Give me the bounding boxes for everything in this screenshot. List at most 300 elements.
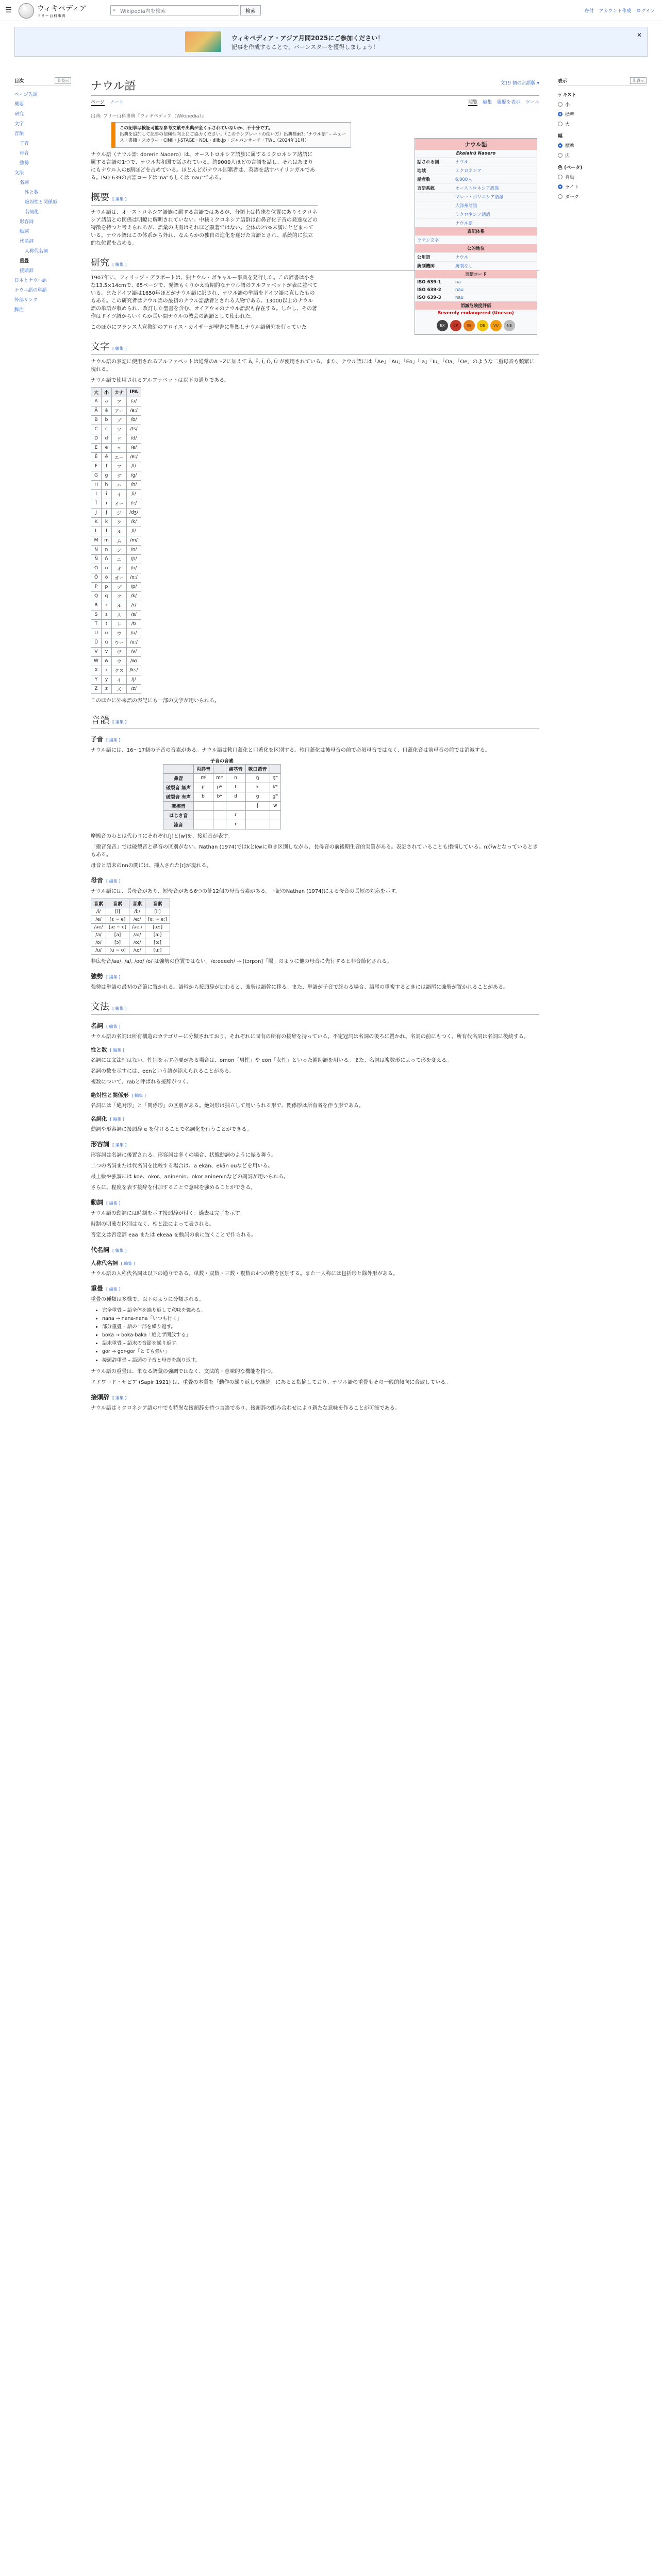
heading-research: 研究 [ 編集 ] [91, 256, 539, 271]
table-cell: プ [112, 582, 127, 591]
table-cell: [æː] [145, 923, 170, 931]
table-cell: ɡʷ [270, 792, 280, 801]
infobox-row [415, 278, 537, 286]
table-cell: ŋ [245, 773, 270, 783]
radio-option[interactable]: 大 [558, 121, 647, 127]
table-cell: ス [112, 610, 127, 619]
table-header [270, 764, 280, 773]
table-cell: ヴ [112, 647, 127, 656]
toc-item[interactable]: 性と数 [25, 190, 39, 195]
table-cell: アー [112, 406, 127, 415]
table-cell: pʷ [213, 783, 226, 792]
infobox-key [417, 194, 455, 200]
table-cell: l [102, 527, 112, 536]
list-item: • boka → boka-baka「絶えず開放する」 [102, 1331, 539, 1340]
endangerment-level: CR [450, 320, 461, 331]
table-cell: N [91, 545, 102, 554]
table-cell: f [102, 462, 112, 471]
appearance-hide-button[interactable]: 非表示 [630, 77, 647, 84]
table-cell: /z/ [127, 684, 141, 693]
table-row [91, 406, 141, 415]
banner-image [185, 31, 221, 52]
endangerment-level: SE [464, 320, 475, 331]
heading-grammar: 文法 [ 編集 ] [91, 999, 539, 1015]
toc-item[interactable]: 文字 [14, 122, 24, 127]
table-cell: Ñ [91, 554, 102, 564]
radio-icon [558, 184, 562, 189]
table-cell: ジ [112, 508, 127, 517]
table-cell: ド [112, 434, 127, 443]
infobox-value[interactable]: 大洋州諸語 [455, 204, 477, 209]
table-row [91, 462, 141, 471]
edit-link[interactable]: [ 編集 ] [106, 737, 121, 742]
alphabet-table [91, 387, 141, 694]
table-header: 歯茎音 [226, 764, 245, 773]
radio-option[interactable]: 標準 [558, 111, 647, 117]
table-cell: ĩ [102, 499, 112, 508]
table-cell: k [102, 517, 112, 527]
table-cell: ツ [112, 425, 127, 434]
table-row [91, 573, 141, 582]
list-item: • 部分重畳 – 語の一部を繰り返す。 [102, 1323, 539, 1331]
radio-option[interactable]: 広 [558, 152, 647, 159]
table-cell: /i/ [91, 908, 106, 916]
table-cell: r [102, 601, 112, 610]
table-cell: k [245, 783, 270, 792]
table-row [91, 527, 141, 536]
toc-item[interactable]: 研究 [14, 112, 24, 117]
toc-item[interactable]: 外部リンク [14, 298, 38, 303]
citation-notice: この記事は検証可能な参考文献や出典が全く示されていないか、不十分です。 出典を追加して記事の信頼性向上にご協力ください。（このテンプレートの使い方）出典検索?: "ナウル語" – ニュース・書籍・スカラー・CiNii・J-STAGE・NDL・dlib.jp・ジャパンサーチ・TWL（2024年11月） [111, 122, 351, 148]
infobox-key: 地域 [417, 168, 426, 174]
edit-link[interactable]: [ 編集 ] [112, 1248, 127, 1253]
pronoun-paragraph: ナウル語の人称代名詞は以下の通りである。単数・双数・三数・複数の4つの数を区別する。また一人称には包括形と除外形がある。 [91, 1270, 399, 1277]
table-cell: H [91, 480, 102, 489]
infobox-section-codes: 言語コード [415, 270, 537, 278]
table-cell: /iː/ [129, 908, 145, 916]
gender-paragraph: 名詞には文法性はない。性別を示す必要がある場合は、omon「男性」や eon「女性」といった補助語を用いる。また、名詞は複数形によって形を変える。 [91, 1057, 452, 1063]
table-cell: s [102, 610, 112, 619]
table-cell [270, 820, 280, 829]
radio-option[interactable]: 標準 [558, 142, 647, 149]
banner-headline[interactable]: ウィキペディア・アジア月間2025にご参加ください！ [231, 35, 384, 42]
toc-item[interactable]: 音韻 [14, 131, 24, 137]
table-cell: 破裂音 有声 [163, 792, 194, 801]
table-cell: P [91, 582, 102, 591]
infobox-row [415, 294, 537, 301]
table-cell: フ [112, 462, 127, 471]
table-cell [226, 801, 245, 810]
table-cell: 流音 [163, 820, 194, 829]
edit-link[interactable]: [ 編集 ] [106, 974, 121, 979]
infobox-row [415, 210, 537, 218]
infobox-value[interactable]: na [455, 280, 461, 285]
table-cell: /r/ [127, 601, 141, 610]
table-cell: /g/ [127, 471, 141, 480]
list-item: • 完全重畳 – 語全体を繰り返して意味を強める。 [102, 1307, 539, 1315]
infobox-key: 公用語 [417, 255, 431, 260]
table-row [91, 629, 141, 638]
radio-icon [558, 143, 562, 148]
research-paragraph-2: このほかにフランス人宣教師のアロイス・カイザーが聖書に準拠しナウル語研究を行っていた。 [91, 324, 312, 330]
endangerment-status[interactable]: Severely endangered (Unesco) [438, 311, 514, 316]
table-row [163, 810, 281, 820]
table-row [91, 517, 141, 527]
table-cell: d [226, 792, 245, 801]
table-cell: /m/ [127, 536, 141, 545]
toc-item[interactable]: 脚注 [14, 308, 24, 313]
search-button[interactable]: 検索 [240, 5, 261, 15]
table-cell: [ɔː] [145, 939, 170, 946]
infobox-key: ISO 639-3 [417, 295, 441, 300]
table-header [163, 764, 194, 773]
table-cell: /uː/ [127, 638, 141, 647]
table-row [91, 425, 141, 434]
table-cell: u [102, 629, 112, 638]
table-row [91, 582, 141, 591]
toc-item[interactable]: 文法 [14, 171, 24, 176]
infobox-key: 話者数 [417, 177, 431, 182]
table-cell: 鼻音 [163, 773, 194, 783]
table-cell: ウ [112, 656, 127, 666]
toc-item[interactable]: 母音 [20, 151, 29, 156]
radio-icon [558, 102, 562, 107]
table-cell: /k/ [127, 591, 141, 601]
tab-talk[interactable]: ノート [109, 100, 124, 105]
radio-option[interactable]: 小 [558, 101, 647, 108]
heading-reduplication: 重畳 [ 編集 ] [91, 1284, 121, 1292]
table-cell: [ɛ ~ e] [106, 916, 129, 923]
article-source: 出典: フリー百科事典『ウィキペディア（Wikipedia）』 [91, 114, 206, 119]
infobox-value[interactable]: nau [455, 295, 464, 300]
table-cell: エ [112, 443, 127, 452]
table-cell: /o/ [127, 564, 141, 573]
table-cell: t [226, 783, 245, 792]
table-cell: g [102, 471, 112, 480]
table-cell: /k/ [127, 517, 141, 527]
table-cell: B [91, 415, 102, 425]
tab-page[interactable]: ページ [91, 98, 105, 106]
table-cell: a [102, 397, 112, 406]
edit-link[interactable]: [ 編集 ] [112, 1395, 127, 1400]
table-cell [245, 820, 270, 829]
close-icon[interactable]: ✕ [636, 31, 642, 39]
table-row [91, 545, 141, 554]
infobox-key: ISO 639-1 [417, 280, 441, 285]
radio-option[interactable]: ダーク [558, 193, 647, 200]
table-cell: bʷ [213, 792, 226, 801]
table-cell: ニ [112, 554, 127, 564]
table-row [91, 397, 141, 406]
consonant-table: 子音の音素 両唇音 歯茎音 軟口蓋音 鼻音 mʲ mʷ n ŋ ŋʷ 破裂音 無声 pʲ pʷ t k kʷ 破裂音 有声 bʲ bʷ d ɡ ɡʷ 摩擦音 j w はじき音 ɾ 流音 r [163, 757, 281, 829]
table-row [91, 931, 170, 939]
table-cell: j [245, 801, 270, 810]
toc-item[interactable]: 絶対性と関係形 [25, 200, 58, 205]
table-cell: m [102, 536, 112, 545]
table-cell: /f/ [127, 462, 141, 471]
top-bar [0, 0, 662, 21]
infobox-value[interactable]: ナウル [455, 160, 469, 165]
nominal-paragraph: 動詞や形容詞に接頭辞 e を付けることで名詞化を行うことができる。 [91, 1126, 252, 1132]
toc-item[interactable]: 名詞化 [25, 210, 39, 215]
infobox-value[interactable]: nau [455, 287, 464, 293]
toc-item[interactable]: 概要 [14, 102, 24, 107]
edit-link[interactable]: [ 編集 ] [112, 346, 127, 351]
table-header: カナ [112, 387, 127, 397]
table-row [91, 666, 141, 675]
script-paragraph-3: このほかに外来語の表記にも一部の文字が用いられる。 [91, 698, 220, 704]
infobox-value[interactable]: オーストロネシア語族 [455, 186, 499, 191]
toc-item[interactable]: 代名詞 [20, 239, 34, 244]
table-cell: /v/ [127, 647, 141, 656]
table-cell: T [91, 619, 102, 629]
table-cell: q [102, 591, 112, 601]
radio-option[interactable]: 自動 [558, 174, 647, 180]
edit-link[interactable]: [ 編集 ] [106, 1024, 121, 1029]
table-cell: [iː] [145, 908, 170, 916]
table-cell: L [91, 527, 102, 536]
edit-link[interactable]: [ 編集 ] [112, 262, 127, 267]
language-button[interactable]: 文19 個の言語版 ▾ [500, 81, 539, 86]
toc-hide-button[interactable]: 非表示 [55, 77, 71, 84]
create-account-link[interactable]: アカウント作成 [599, 9, 632, 14]
table-cell: ñ [102, 554, 112, 564]
table-cell: F [91, 462, 102, 471]
table-cell: ア [112, 397, 127, 406]
vowel-table [91, 899, 170, 955]
table-cell: ズ [112, 684, 127, 693]
table-cell: [aː] [145, 931, 170, 939]
table-cell: /i/ [127, 489, 141, 499]
consonant-paragraph-2: 摩擦音のわとは代わりにそれぞれ[j]と[w]を、接近音が表す。 [91, 833, 233, 839]
tab-history[interactable]: 履歴を表示 [497, 100, 521, 105]
edit-link[interactable]: [ 編集 ] [106, 1286, 121, 1292]
list-item: • 接頭辞重畳 – 語頭の子音と母音を繰り返す。 [102, 1357, 539, 1365]
table-cell: イ [112, 675, 127, 684]
table-cell: õ [102, 573, 112, 582]
toc-item[interactable]: 重畳 [20, 259, 29, 264]
heading-nominalization: 名詞化 [ 編集 ] [91, 1115, 124, 1122]
donate-link[interactable]: 寄付 [584, 9, 594, 14]
edit-link[interactable]: [ 編集 ] [131, 1093, 146, 1098]
edit-link[interactable]: [ 編集 ] [112, 1142, 127, 1147]
table-cell: /iː/ [127, 499, 141, 508]
toc-item[interactable]: 子音 [20, 141, 29, 146]
heading-prefix: 接頭辞 [ 編集 ] [91, 1393, 127, 1401]
table-cell: j [102, 508, 112, 517]
table-cell: ク [112, 517, 127, 527]
table-cell: S [91, 610, 102, 619]
menu-icon[interactable]: ☰ [5, 6, 12, 14]
toc-item[interactable]: 日本とナウル語 [14, 278, 47, 283]
table-header: 軟口蓋音 [245, 764, 270, 773]
table-row [91, 536, 141, 545]
infobox-row [415, 252, 537, 261]
table-cell: A [91, 397, 102, 406]
table-cell: ɡ [245, 792, 270, 801]
table-cell: I [91, 489, 102, 499]
table-row [91, 564, 141, 573]
list-item: • nana → nana-nana「いつも行く」 [102, 1315, 539, 1323]
table-cell: ŋʷ [270, 773, 280, 783]
endangerment-level: NE [504, 320, 515, 331]
table-cell: [i] [106, 908, 129, 916]
table-row [91, 946, 170, 954]
consonant-paragraph-3: 「撥音発音」では破裂音と鼻音の区別がない。Nathan (1974)ではkとkwに重き区別しながら、長母音の前後期生音的実質がある。表記されていることも指摘している。nがwとなっているときもある。 [91, 844, 538, 858]
heading-adjective: 形容詞 [ 編集 ] [91, 1140, 127, 1148]
infobox-key [417, 220, 455, 226]
adj-paragraph-2: 二つの名詞または代名詞を比較する場合は、a ekãn、ekãn ouなどを用いる。 [91, 1163, 273, 1169]
table-cell [194, 820, 213, 829]
table-cell: クス [112, 666, 127, 675]
prefix-paragraph: ナウル語はミクロネシア語の中でも特異な接頭辞を持つ言語であり、接頭辞の組み合わせにより新たな意味を作ることが可能である。 [91, 1405, 400, 1411]
table-cell: /aeː/ [129, 923, 145, 931]
infobox-value[interactable]: ナウル [455, 255, 469, 260]
table-header: 音素 [129, 899, 145, 908]
toc-header: 目次 非表示 [14, 77, 71, 86]
table-header: 音素 [106, 899, 129, 908]
table-row [91, 489, 141, 499]
table-cell: y [102, 675, 112, 684]
search-input[interactable]: ⌕ Wikipedia内を検索 [110, 5, 239, 15]
toc-item[interactable]: 人称代名詞 [25, 249, 48, 254]
infobox-title: ナウル語 [415, 139, 537, 150]
toc-item[interactable]: ナウル語の単語 [14, 288, 47, 293]
infobox-writing-value[interactable]: ラテン文字 [417, 238, 439, 243]
table-row [91, 480, 141, 489]
table-row [91, 508, 141, 517]
tab-read[interactable]: 閲覧 [468, 98, 477, 106]
table-cell [270, 810, 280, 820]
radio-option[interactable]: ライト [558, 183, 647, 190]
verb-paragraph-3: 否定文は否定辞 eaa または ekeaa を動詞の前に置くことで作られる。 [91, 1232, 257, 1238]
radio-icon [558, 112, 562, 116]
table-cell [194, 810, 213, 820]
table-cell: /eː/ [129, 916, 145, 923]
heading-phonology: 音韻 [ 編集 ] [91, 713, 539, 728]
toc-item[interactable]: 名詞 [20, 180, 29, 185]
table-cell: はじき音 [163, 810, 194, 820]
wikipedia-globe-icon [19, 3, 34, 19]
infobox-value[interactable]: ミクロネシア諸語 [455, 212, 491, 217]
vowel-paragraph-2: 非広母音/aa/, /a/, /oo/ /o/ は強勢の位置ではない。/e:eeeeh/ → [tɔrpɔn]「陽」のように他の母音に先行すると非音節化される。 [91, 958, 392, 964]
infobox-key: 話される国 [417, 160, 439, 165]
infobox-row [415, 175, 537, 183]
infobox-row [415, 157, 537, 166]
table-row [91, 601, 141, 610]
logo-title: ウィキペディア [37, 5, 87, 13]
table-row [163, 820, 281, 829]
infobox-value[interactable]: ミクロネシア [455, 168, 482, 174]
table-cell: /aː/ [129, 931, 145, 939]
heading-pronoun: 代名詞 [ 編集 ] [91, 1246, 127, 1253]
endangerment-level: DE [477, 320, 488, 331]
toc-item[interactable]: 接頭辞 [20, 268, 34, 274]
edit-link[interactable]: [ 編集 ] [106, 1200, 121, 1206]
table-cell: e [102, 443, 112, 452]
infobox-value[interactable]: 統制なし [455, 264, 473, 269]
table-cell: mʷ [213, 773, 226, 783]
table-cell: エー [112, 452, 127, 462]
toc-item[interactable]: 強勢 [20, 161, 29, 166]
toc-item[interactable]: 動詞 [20, 229, 29, 234]
table-cell: O [91, 564, 102, 573]
table-row [163, 773, 281, 783]
infobox-row [415, 218, 537, 227]
edit-link[interactable]: [ 編集 ] [121, 1261, 135, 1266]
infobox-value[interactable]: 6,000人 [455, 177, 472, 182]
gender-paragraph-3: 複数について、rabと呼ばれる接辞がつく。 [91, 1079, 192, 1085]
table-cell: ク [112, 591, 127, 601]
table-cell: R [91, 601, 102, 610]
table-cell: /w/ [127, 656, 141, 666]
toc-item[interactable]: ページ先頭 [14, 92, 38, 97]
table-cell: /oː/ [129, 939, 145, 946]
table-row [91, 415, 141, 425]
table-cell: w [102, 656, 112, 666]
table-cell: mʲ [194, 773, 213, 783]
login-link[interactable]: ログイン [636, 9, 655, 14]
edit-link[interactable]: [ 編集 ] [110, 1116, 124, 1122]
table-cell: bʲ [194, 792, 213, 801]
redup-list [102, 1307, 539, 1365]
table-cell: /e/ [91, 916, 106, 923]
table-cell: p [102, 582, 112, 591]
toc-item[interactable]: 形容詞 [20, 219, 34, 225]
article-main [91, 77, 539, 1415]
infobox-value[interactable]: ナウル語 [455, 221, 473, 226]
intro-paragraph: ナウル語（ナウル語: dorerin Naoero）は、オーストロネシア語族に属するミクロネシア諸語に属する言語の1つで、ナウル共和国で話されている。約9000人ほどの言語を話し、それはあまりにもナウル人の8割ほどを占めている。ほとんどがナウル国籍者は、英語を話すバイリンガルである。ISO 639の言語コードは"na"もしくは"nau"である。 [91, 151, 315, 181]
edit-link[interactable]: [ 編集 ] [112, 196, 127, 201]
table-cell: /u/ [91, 946, 106, 954]
stress-paragraph: 強勢は単語の最初の音節に置かれる。語幹から接頭辞が加わると、強勢は語幹に移る。また、単語が子音で終わる場合、語尾の重複するときには語尾に強勢が置かれることがある。 [91, 984, 508, 990]
heading-gender: 性と数 [ 編集 ] [91, 1046, 124, 1053]
edit-link[interactable]: [ 編集 ] [106, 878, 121, 884]
table-cell: Ũ [91, 638, 102, 647]
heading-absolute: 絶対性と関係形 [ 編集 ] [91, 1092, 146, 1098]
edit-link[interactable]: [ 編集 ] [112, 1006, 127, 1011]
table-cell: ル [112, 527, 127, 536]
adj-paragraph-3: 最上級や強調には koe、okor、aninenin、okor anineninなどの副詞が用いられる。 [91, 1174, 289, 1180]
edit-link[interactable]: [ 編集 ] [110, 1047, 124, 1053]
table-cell: n [102, 545, 112, 554]
table-cell: o [102, 564, 112, 573]
tab-edit[interactable]: 編集 [483, 100, 492, 105]
tab-tools[interactable]: ツール [525, 100, 539, 105]
research-paragraph: 1907年に、フィリップ・デラポートは、独ナウル・ボキャルー事典を発行した。この辞書は小さな13.5×14cmで、65ページで、発語もくりかえ時期的なナウル語のアルファベットが表に並べている。またドイツ語は1650年ほどがナウル語に訳され、ナウル語の単語をドイツ語に直したものもある。この研究者はナウル語の最初のナウル語話者とされる人物である。13000以上のナウル語の単語が収められ、改訂した聖書を含む、オイアウォのナウル語訳も存在する。しかし、その著作はドイツ語からいくらか長い間ナウルの教会の訳語として使われた。 [91, 275, 318, 319]
table-cell: x [102, 666, 112, 675]
infobox-value[interactable]: マレー・ポリネシア語派 [455, 195, 504, 200]
table-cell: Q [91, 591, 102, 601]
infobox-key: ISO 639-2 [417, 287, 441, 293]
table-cell: /o/ [91, 939, 106, 946]
table-cell: Ẽ [91, 452, 102, 462]
table-cell: c [102, 425, 112, 434]
edit-link[interactable]: [ 編集 ] [112, 719, 127, 724]
radio-icon [558, 194, 562, 199]
table-cell: ɾ [226, 810, 245, 820]
table-cell: Ã [91, 406, 102, 415]
table-cell: X [91, 666, 102, 675]
table-row [91, 452, 141, 462]
table-cell [213, 820, 226, 829]
table-cell: /ts/ [127, 425, 141, 434]
infobox-native-name: Ekaiairũ Naoero [456, 151, 496, 156]
site-logo[interactable] [19, 3, 87, 19]
infobox-key: 統制機関 [417, 264, 435, 269]
infobox-row [415, 166, 537, 175]
table-cell: M [91, 536, 102, 545]
